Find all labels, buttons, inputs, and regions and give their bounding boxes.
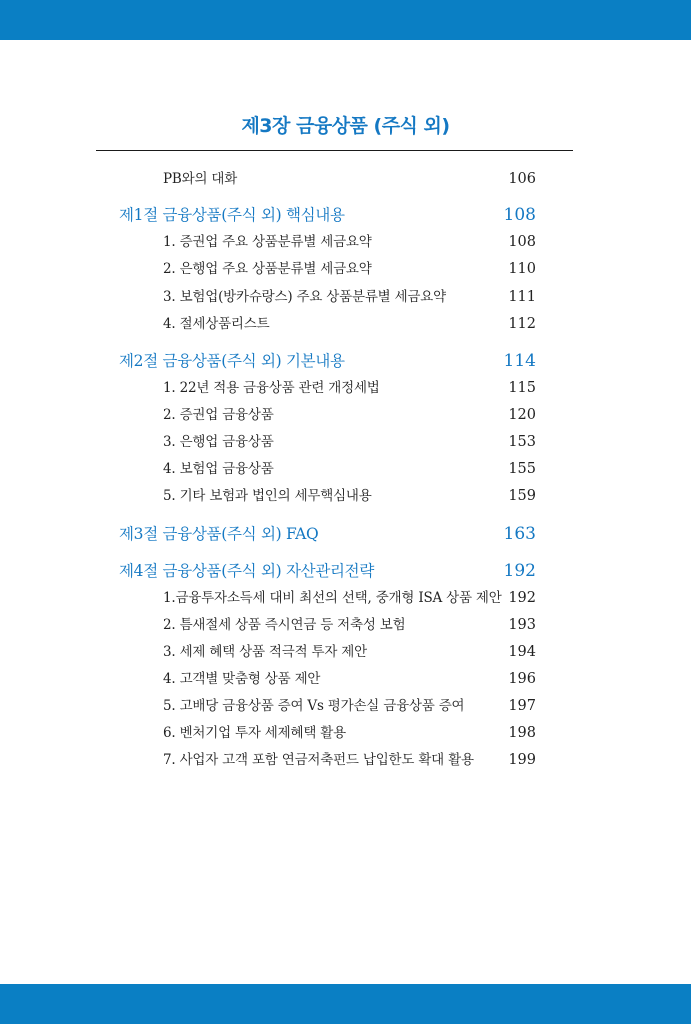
toc-entry[interactable] (0, 669, 691, 689)
top-band (0, 0, 691, 40)
toc-entry-label: 4. 보험업 금융상품 (163, 461, 274, 477)
toc-entry[interactable] (0, 405, 691, 425)
toc-entry-page: 159 (508, 488, 536, 504)
toc-entry-label: 1. 증권업 주요 상품분류별 세금요약 (163, 234, 372, 250)
toc-section-1[interactable] (0, 205, 691, 225)
toc-section-page: 108 (503, 205, 536, 225)
toc-entry-page: 198 (508, 725, 536, 741)
toc-entry[interactable] (0, 615, 691, 635)
toc-entry-page: 106 (508, 171, 536, 187)
toc-entry-label: 3. 세제 혜택 상품 적극적 투자 제안 (163, 644, 367, 660)
toc-entry[interactable] (0, 723, 691, 743)
toc-entry-intro[interactable] (0, 169, 691, 189)
toc-entry-label: 1.금융투자소득세 대비 최선의 선택, 중개형 ISA 상품 제안 (163, 590, 502, 606)
toc-section-title: 제2절 금융상품(주식 외) 기본내용 (119, 352, 345, 370)
toc-section-title: 제3절 금융상품(주식 외) FAQ (119, 525, 319, 543)
toc-entry-label: 2. 은행업 주요 상품분류별 세금요약 (163, 261, 372, 277)
toc-entry-label: 5. 고배당 금융상품 증여 Vs 평가손실 금융상품 증여 (163, 698, 465, 714)
toc-entry[interactable] (0, 287, 691, 307)
toc-entry-label: 6. 벤처기업 투자 세제혜택 활용 (163, 725, 346, 741)
toc-entry-page: 193 (508, 617, 536, 633)
toc-entry-label: 5. 기타 보험과 법인의 세무핵심내용 (163, 488, 372, 504)
toc-section-2[interactable] (0, 351, 691, 371)
toc-entry-page: 199 (508, 752, 536, 768)
toc-section-3[interactable] (0, 524, 691, 544)
toc-entry[interactable] (0, 232, 691, 252)
toc-section-page: 163 (503, 524, 536, 544)
toc-entry-page: 194 (508, 644, 536, 660)
toc-section-4[interactable] (0, 561, 691, 581)
toc-entry[interactable] (0, 432, 691, 452)
toc-entry[interactable] (0, 642, 691, 662)
toc-entry-label: 4. 고객별 맞춤형 상품 제안 (163, 671, 321, 687)
toc-entry[interactable] (0, 750, 691, 770)
toc-entry[interactable] (0, 459, 691, 479)
toc-entry[interactable] (0, 378, 691, 398)
toc-entry-page: 108 (508, 234, 536, 250)
toc-entry-page: 155 (508, 461, 536, 477)
toc-entry-page: 120 (508, 407, 536, 423)
toc-entry[interactable] (0, 259, 691, 279)
toc-entry-label: 1. 22년 적용 금융상품 관련 개정세법 (163, 380, 380, 396)
toc-entry-label: 3. 보험업(방카슈랑스) 주요 상품분류별 세금요약 (163, 289, 446, 305)
chapter-title: 제3장 금융상품 (주식 외) (241, 115, 450, 137)
toc-entry-page: 197 (508, 698, 536, 714)
toc-entry-label: 2. 틈새절세 상품 즉시연금 등 저축성 보험 (163, 617, 406, 633)
toc-entry-label: PB와의 대화 (163, 171, 238, 187)
toc-entry-page: 192 (508, 590, 536, 606)
toc-entry-label: 3. 은행업 금융상품 (163, 434, 274, 450)
title-divider (96, 150, 573, 151)
toc-entry-page: 111 (508, 289, 536, 305)
toc-entry-label: 2. 증권업 금융상품 (163, 407, 274, 423)
toc-section-title: 제1절 금융상품(주식 외) 핵심내용 (119, 206, 345, 224)
toc-section-page: 192 (503, 561, 536, 581)
toc-section-page: 114 (503, 351, 536, 371)
toc-entry[interactable] (0, 486, 691, 506)
toc-entry-page: 115 (508, 380, 536, 396)
toc-entry-page: 112 (508, 316, 536, 332)
toc-entry-page: 153 (508, 434, 536, 450)
toc-entry[interactable] (0, 314, 691, 334)
toc-section-title: 제4절 금융상품(주식 외) 자산관리전략 (119, 562, 375, 580)
toc-entry-label: 4. 절세상품리스트 (163, 316, 270, 332)
toc-entry-page: 110 (508, 261, 536, 277)
toc-entry-page: 196 (508, 671, 536, 687)
toc-entry-label: 7. 사업자 고객 포함 연금저축펀드 납입한도 확대 활용 (163, 752, 474, 768)
toc-entry[interactable] (0, 696, 691, 716)
toc-entry[interactable] (0, 588, 691, 608)
bottom-band (0, 984, 691, 1024)
